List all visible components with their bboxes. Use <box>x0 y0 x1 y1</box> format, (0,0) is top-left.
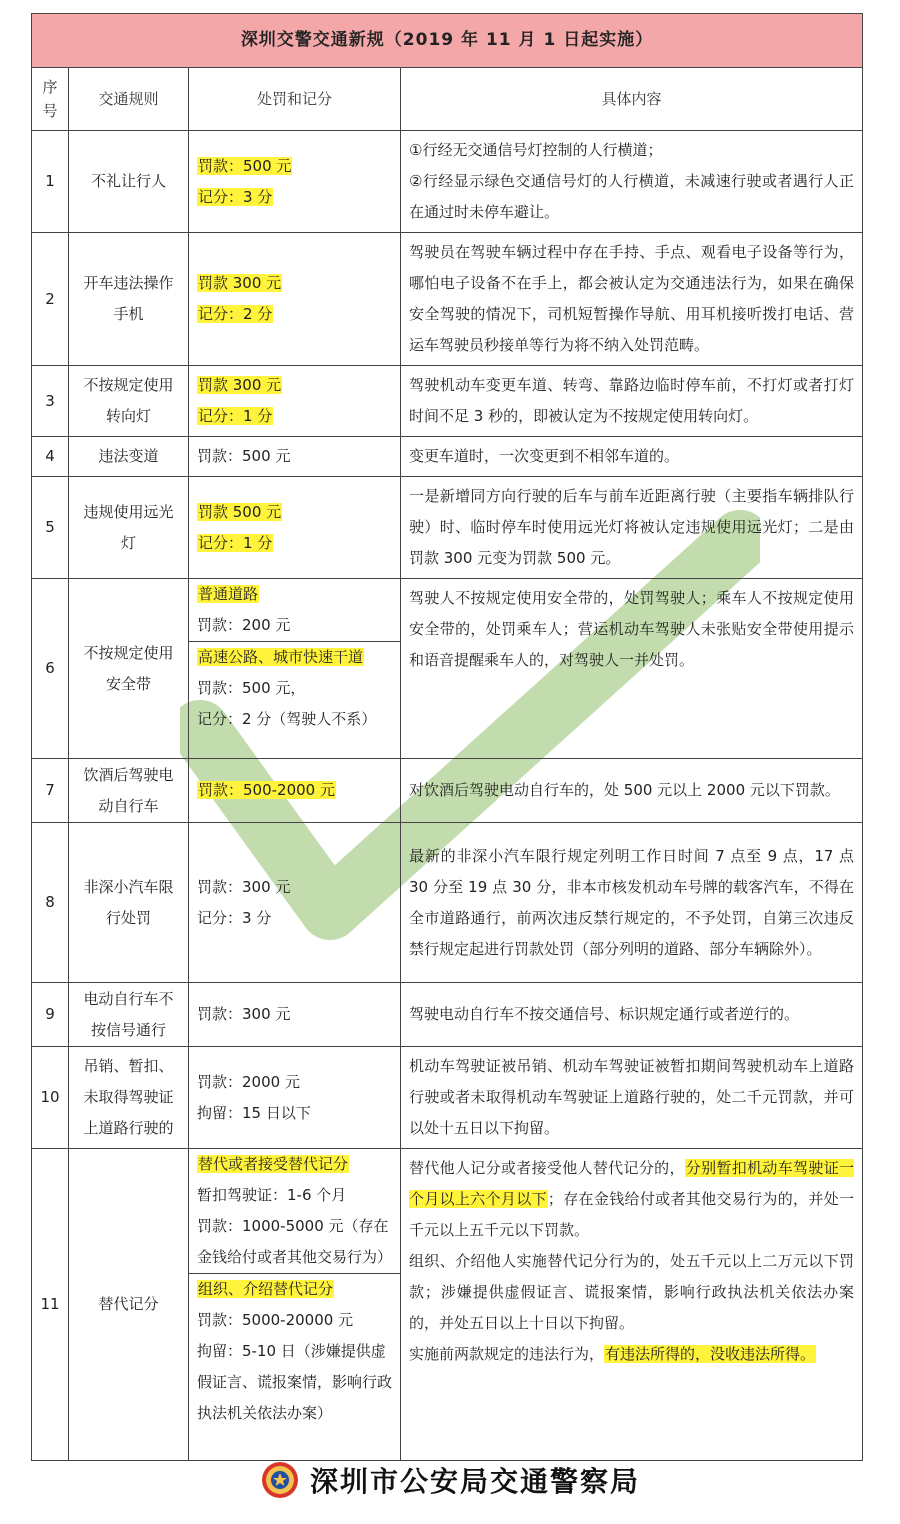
highlighted-penalty-text: 罚款：500-2000 元 <box>198 781 335 799</box>
detail-text: 实施前两款规定的违法行为， <box>409 1345 605 1363</box>
highlighted-penalty-text: 记分：2 分 <box>198 305 273 323</box>
penalty-text: 拘留：15 日以下 <box>197 1103 311 1122</box>
penalty-line <box>197 1098 392 1129</box>
penalty-cell <box>189 983 401 1047</box>
penalty-line <box>197 1274 392 1305</box>
penalty-cell <box>189 1047 401 1149</box>
detail-cell <box>401 477 863 579</box>
rule-name: 违法变道 <box>69 437 189 477</box>
table-row <box>32 131 863 233</box>
penalty-text: 记分：3 分 <box>197 908 272 927</box>
row-number: 9 <box>32 983 69 1047</box>
highlighted-penalty-text: 罚款 500 元 <box>198 502 282 521</box>
table-row <box>32 477 863 579</box>
rule-name: 吊销、暂扣、未取得驾驶证上道路行驶的 <box>69 1047 189 1149</box>
rule-name: 不礼让行人 <box>69 131 189 233</box>
penalty-cell <box>189 366 401 437</box>
highlighted-detail-text: 分别暂扣机动车驾驶证一个月以上六个月以下 <box>409 1159 855 1208</box>
row-number: 10 <box>32 1047 69 1149</box>
penalty-line <box>197 872 392 903</box>
detail-paragraph <box>409 1153 854 1246</box>
detail-text: 一是新增同方向行驶的后车与前车近距离行驶（主要指车辆排队行驶）时、临时停车时使用远光灯将被认定违规使用远光灯；二是由罚款 300 元变为罚款 500 元。 <box>409 487 855 567</box>
penalty-segment <box>189 641 400 735</box>
detail-text: 机动车驾驶证被吊销、机动车驾驶证被暂扣期间驾驶机动车上道路行驶或者未取得机动车驾驶证上道路行驶的，处二千元罚款，并可以处十五日以下拘留。 <box>409 1057 855 1137</box>
penalty-line <box>197 1149 392 1180</box>
detail-cell <box>401 579 863 759</box>
penalty-segment <box>189 1067 400 1129</box>
row-number: 1 <box>32 131 69 233</box>
header-penalty: 处罚和记分 <box>189 68 401 131</box>
penalty-text: 罚款：1000-5000 元（存在金钱给付或者其他交易行为） <box>197 1217 393 1266</box>
penalty-line <box>197 1067 392 1098</box>
penalty-segment <box>189 872 400 934</box>
highlighted-penalty-text: 记分：3 分 <box>198 187 273 206</box>
row-number: 2 <box>32 233 69 366</box>
penalty-cell <box>189 823 401 983</box>
highlighted-penalty-text: 记分：1 分 <box>198 533 273 552</box>
penalty-cell <box>189 759 401 823</box>
penalty-line <box>197 673 392 704</box>
penalty-line <box>197 999 392 1030</box>
detail-text: 驾驶员在驾驶车辆过程中存在手持、手点、观看电子设备等行为，哪怕电子设备不在手上，都会被认定为交通违法行为，如果在确保安全驾驶的情况下，司机短暂操作导航、用耳机接听拨打电话、营运车驾驶员秒接单等行为将不纳入处罚范畴。 <box>409 243 855 354</box>
detail-cell <box>401 131 863 233</box>
highlighted-penalty-text: 罚款 300 元 <box>198 376 282 394</box>
detail-text: ；存在金钱给付或者其他交易行为的，并处一千元以上五千元以下罚款。 <box>409 1190 855 1239</box>
rule-name: 非深小汽车限行处罚 <box>69 823 189 983</box>
header-no: 序号 <box>32 68 69 131</box>
detail-cell <box>401 437 863 477</box>
row-number: 5 <box>32 477 69 579</box>
penalty-line <box>197 441 392 472</box>
penalty-cell <box>189 437 401 477</box>
rule-name: 违规使用远光灯 <box>69 477 189 579</box>
table-row <box>32 983 863 1047</box>
row-number: 8 <box>32 823 69 983</box>
penalty-text: 罚款：300 元 <box>197 1005 291 1023</box>
rule-name: 开车违法操作手机 <box>69 233 189 366</box>
detail-text: ①行经无交通信号灯控制的人行横道； <box>409 141 663 159</box>
penalty-line <box>197 1305 392 1336</box>
penalty-segment <box>189 775 400 806</box>
rule-name: 不按规定使用转向灯 <box>69 366 189 437</box>
penalty-text: 罚款：200 元 <box>197 616 291 634</box>
table-row <box>32 759 863 823</box>
highlighted-penalty-text: 高速公路、城市快速干道 <box>198 648 364 666</box>
penalty-text: 拘留：5-10 日（涉嫌提供虚假证言、谎报案情，影响行政执法机关依法办案） <box>197 1342 393 1422</box>
penalty-cell <box>189 131 401 233</box>
police-emblem-icon <box>260 1460 300 1500</box>
detail-text: ②行经显示绿色交通信号灯的人行横道，未减速行驶或者遇行人正在通过时未停车避让。 <box>409 172 855 221</box>
penalty-line <box>197 903 392 934</box>
penalty-segment <box>189 268 400 330</box>
detail-paragraph <box>409 1339 854 1370</box>
highlighted-penalty-text: 罚款：500 元 <box>198 156 292 175</box>
penalty-line <box>197 528 392 559</box>
highlighted-penalty-text: 记分：1 分 <box>198 407 273 425</box>
penalty-line <box>197 642 392 673</box>
penalty-text: 罚款：2000 元 <box>197 1072 300 1091</box>
penalty-segment <box>189 370 400 432</box>
table-row <box>32 366 863 437</box>
detail-text: 变更车道时，一次变更到不相邻车道的。 <box>409 447 680 465</box>
penalty-cell <box>189 1149 401 1461</box>
penalty-line <box>197 401 392 432</box>
header-detail: 具体内容 <box>401 68 863 131</box>
penalty-line <box>197 775 392 806</box>
penalty-text: 罚款：300 元 <box>197 877 291 896</box>
penalty-line <box>197 1211 392 1273</box>
rule-name: 替代记分 <box>69 1149 189 1461</box>
detail-cell <box>401 759 863 823</box>
penalty-line <box>197 704 392 735</box>
detail-text: 对饮酒后驾驶电动自行车的，处 500 元以上 2000 元以下罚款。 <box>409 781 840 799</box>
row-number: 7 <box>32 759 69 823</box>
penalty-cell <box>189 477 401 579</box>
detail-text: 最新的非深小汽车限行规定列明工作日时间 7 点至 9 点，17 点 30 分至 19 点 30 分，非本市核发机动车号牌的载客汽车，不得在全市道路通行，前两次违反禁行规定的，不予处罚，自第三次违反禁行规定起进行罚款处罚（部分列明的道路、部分车辆除外）。 <box>409 846 855 958</box>
penalty-line <box>197 268 392 299</box>
detail-text: 组织、介绍他人实施替代记分行为的，处五千元以上二万元以下罚款；涉嫌提供虚假证言、谎报案情，影响行政执法机关依法办案的，并处五日以上十日以下拘留。 <box>409 1252 855 1332</box>
table-title: 深圳交警交通新规（2019 年 11 月 1 日起实施） <box>32 14 863 68</box>
row-number: 6 <box>32 579 69 759</box>
table-row <box>32 579 863 759</box>
detail-cell <box>401 1149 863 1461</box>
penalty-line <box>197 497 392 528</box>
rules-table <box>31 13 863 1461</box>
highlighted-penalty-text: 普通道路 <box>198 585 259 603</box>
row-number: 11 <box>32 1149 69 1461</box>
highlighted-penalty-text: 替代或者接受替代记分 <box>198 1155 349 1173</box>
detail-text: 驾驶电动自行车不按交通信号、标识规定通行或者逆行的。 <box>409 1005 800 1023</box>
penalty-segment <box>189 579 400 641</box>
highlighted-penalty-text: 组织、介绍替代记分 <box>198 1280 334 1298</box>
detail-cell <box>401 366 863 437</box>
rules-sheet <box>31 13 862 1461</box>
detail-text: 驾驶人不按规定使用安全带的，处罚驾驶人；乘车人不按规定使用安全带的，处罚乘车人；营运机动车驾驶人未张贴安全带使用提示和语音提醒乘车人的，对驾驶人一并处罚。 <box>409 589 855 669</box>
table-header-row <box>32 68 863 131</box>
penalty-line <box>197 1336 392 1429</box>
penalty-segment <box>189 151 400 213</box>
footer-agency-name: 深圳市公安局交通警察局 <box>309 1465 640 1498</box>
penalty-segment <box>189 497 400 559</box>
highlighted-penalty-text: 罚款 300 元 <box>198 274 282 292</box>
penalty-line <box>197 370 392 401</box>
penalty-line <box>197 579 392 610</box>
row-number: 4 <box>32 437 69 477</box>
penalty-line <box>197 610 392 641</box>
penalty-text: 罚款：500 元 <box>197 447 291 465</box>
rule-name: 不按规定使用安全带 <box>69 579 189 759</box>
penalty-text: 记分：2 分（驾驶人不系） <box>197 710 377 728</box>
detail-text: 驾驶机动车变更车道、转弯、靠路边临时停车前，不打灯或者打灯时间不足 3 秒的，即被认定为不按规定使用转向灯。 <box>409 376 855 425</box>
table-row <box>32 233 863 366</box>
penalty-line <box>197 1180 392 1211</box>
penalty-text: 罚款：500 元， <box>197 679 306 697</box>
penalty-cell <box>189 233 401 366</box>
penalty-line <box>197 299 392 330</box>
penalty-line <box>197 182 392 213</box>
table-row <box>32 1149 863 1461</box>
table-row <box>32 437 863 477</box>
detail-cell <box>401 983 863 1047</box>
detail-cell <box>401 1047 863 1149</box>
penalty-text: 罚款：5000-20000 元 <box>197 1311 354 1329</box>
highlighted-detail-text: 有违法所得的，没收违法所得。 <box>605 1345 816 1363</box>
header-rule: 交通规则 <box>69 68 189 131</box>
rule-name: 电动自行车不按信号通行 <box>69 983 189 1047</box>
penalty-text: 暂扣驾驶证：1-6 个月 <box>197 1186 347 1204</box>
footer <box>0 1460 900 1504</box>
table-row <box>32 823 863 983</box>
row-number: 3 <box>32 366 69 437</box>
detail-cell <box>401 233 863 366</box>
penalty-segment <box>189 999 400 1030</box>
penalty-line <box>197 151 392 182</box>
detail-cell <box>401 823 863 983</box>
penalty-segment <box>189 441 400 472</box>
rule-name: 饮酒后驾驶电动自行车 <box>69 759 189 823</box>
table-row <box>32 1047 863 1149</box>
penalty-segment <box>189 1149 400 1273</box>
detail-text: 替代他人记分或者接受他人替代记分的， <box>409 1159 685 1177</box>
penalty-segment <box>189 1273 400 1429</box>
penalty-cell <box>189 579 401 759</box>
